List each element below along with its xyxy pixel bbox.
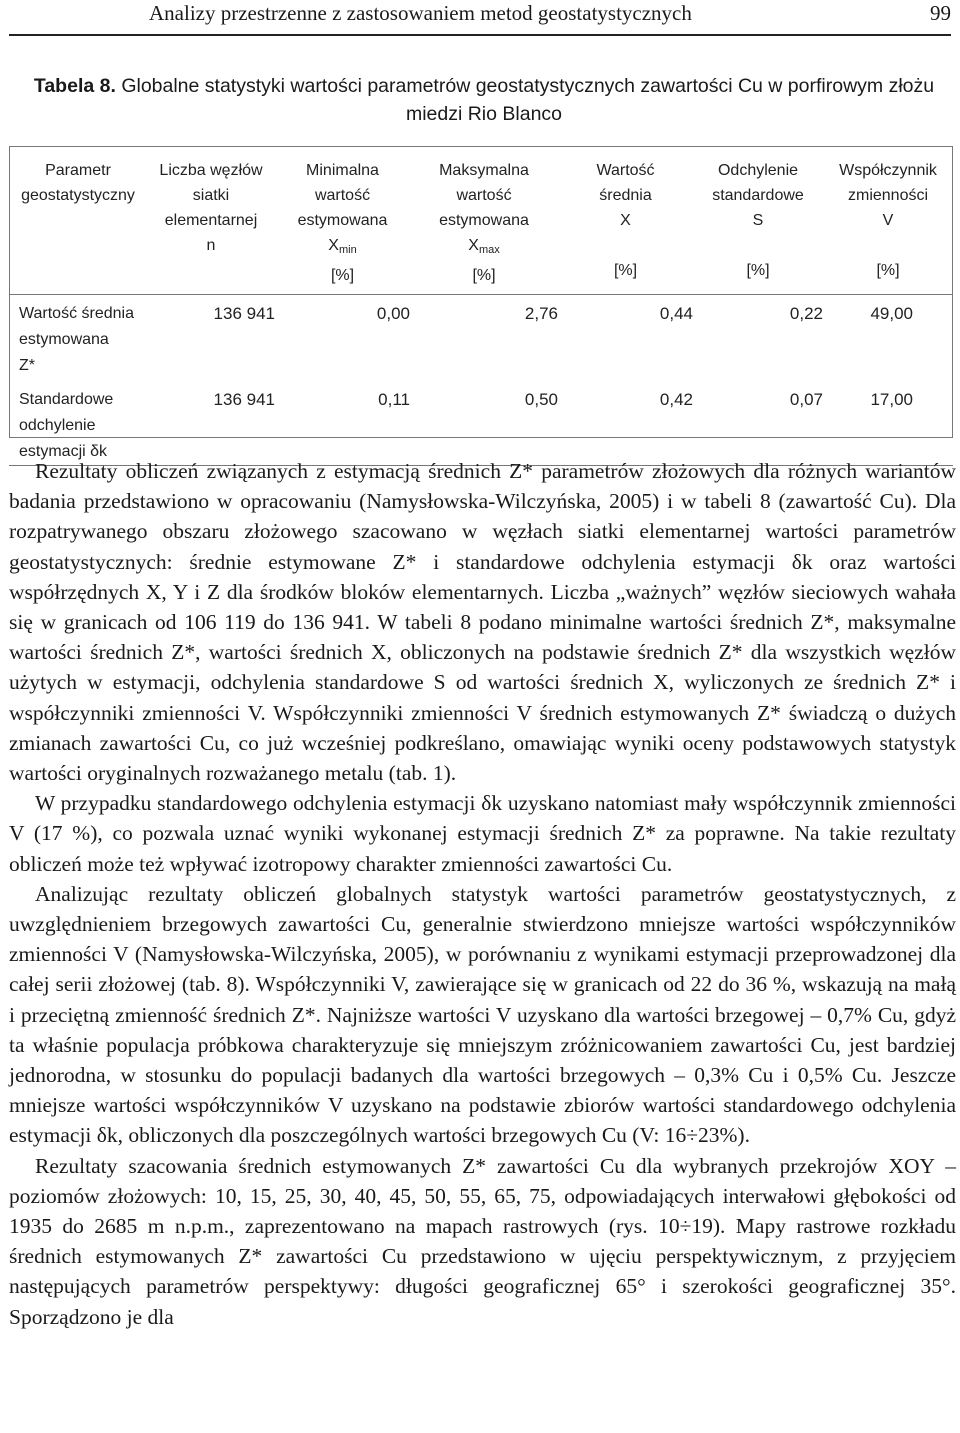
table-cell: 0,07 bbox=[693, 379, 823, 466]
row-label: Standardowe odchylenie estymacji δk bbox=[9, 379, 147, 466]
table-cell: 0,00 bbox=[376, 304, 410, 323]
table-cell: 49,00 bbox=[870, 304, 913, 323]
table-cell: 0,44 bbox=[659, 304, 693, 323]
header-xmin: $X_{min}$ bbox=[328, 237, 357, 256]
table-cell: 2,76 bbox=[524, 304, 558, 323]
paragraph: Analizując rezultaty obliczeń globalnych statystyk wartości parametrów geostatystycznych, z uwzględnieniem brzegowych zawartości Cu, generalnie stwierdzono mniejsze wartości współczynników zmienności V (Namysłowska-Wilczyńska, 2005), w porównaniu z wynikami estymacji przeprowadzonej dla całej serii złożowej (tab. 8). Współczynniki V, zawierające się w granicach od 22 do 36 %, wskazują na małą i przeciętną zmienność średnich Z*. Najniższe wartości V uzyskano dla wartości brzegowej – 0,7% Cu, gdyż ta właśnie populacja próbkowa charakteryzuje się mniejszym zróżnicowaniem zawartości Cu, jest bardziej jednorodna, w stosunku do populacji badanych dla wartości brzegowych – 0,3% Cu i 0,5% Cu. Jeszcze mniejsze wartości współczynników V uzyskano na podstawie zbiorów wartości standardowego odchylenia estymacji δk, obliczonych dla poszczególnych wartości brzegowych Cu (V: 16÷23%). bbox=[9, 881, 956, 1148]
table-cell: 0,11 bbox=[275, 379, 410, 466]
table-caption-label: Tabela 8. bbox=[33, 75, 116, 97]
table-caption bbox=[24, 72, 944, 128]
table-cell: 0,50 bbox=[410, 379, 558, 466]
header-xmax: $X_{max}$ bbox=[468, 237, 500, 256]
table-caption-text: Globalne statystyki wartości parametrów geostatystycznych zawartości Cu w porfirowym złożu miedzi Rio Blanco bbox=[121, 75, 935, 125]
running-header bbox=[9, 0, 951, 36]
table-row bbox=[9, 295, 953, 380]
table-row bbox=[9, 379, 953, 466]
header-wspolczynnik: Współczynnik zmienności V [%] bbox=[823, 146, 953, 295]
header-maksymalna: Maksymalna wartość estymowana $X_{max}$ [%] bbox=[410, 146, 558, 295]
table-cell: 0,22 bbox=[789, 304, 823, 323]
page-number: 99 bbox=[930, 1, 951, 25]
header-odchylenie: Odchylenie standardowe S [%] bbox=[693, 146, 823, 295]
table-cell: 136 941 bbox=[213, 304, 275, 323]
header-liczba-wezlow: Liczba węzłów siatki elementarnej n bbox=[147, 146, 275, 295]
table-header-row bbox=[9, 146, 953, 295]
paragraph: Rezultaty szacowania średnich estymowanych Z* zawartości Cu dla wybranych przekrojów XOY – poziomów złożowych: 10, 15, 25, 30, 40, 45, 50, 55, 65, 75, odpowiadających interwałowi głębokości od 1935 do 2685 m n.p.m., zaprezentowano na mapach rastrowych (rys. 10÷19). Mapy rastrowe rozkładu średnich estymowanych Z* zawartości Cu przedstawiono w ujęciu perspektywicznym, z przyjęciem następujących parametrów perspektywy: długości geograficznej 65° i szerokości geograficznej 35°. Sporządzono je dla bbox=[9, 1153, 956, 1329]
paragraph: Rezultaty obliczeń związanych z estymacją średnich Z* parametrów złożowych dla różnych wariantów badania przedstawiono w opracowaniu (Namysłowska-Wilczyńska, 2005) i w tabeli 8 (zawartość Cu). Dla rozpatrywanego obszaru złożowego szacowano w węzłach siatki elementarnej wartości parametrów geostatystycznych: średnie estymowane Z* i standardowe odchylenia estymacji δk oraz wartości współrzędnych X, Y i Z dla środków bloków elementarnych. Liczba „ważnych” węzłów sieciowych wahała się w granicach od 106 119 do 136 941. W tabeli 8 podano minimalne wartości średnich Z*, maksymalne wartości średnich Z*, wartości średnich X, obliczonych na podstawie średnich Z* dla wszystkich węzłów użytych w estymacji, odchylenia standardowe S od wartości średnich X, wyliczonych ze średnich Z* i współczynniki zmienności V. Współczynniki zmienności V średnich estymowanych Z* świadczą o dużych zmianach zawartości Cu, co już wcześniej podkreślano, omawiając wyniki oceny podstawowych statystyk wartości oryginalnych rozważanego metalu (tab. 1). bbox=[9, 459, 956, 786]
body-text bbox=[9, 456, 956, 1332]
header-minimalna: Minimalna wartość estymowana $X_{min}$ [%] bbox=[275, 146, 410, 295]
table-cell: 136 941 bbox=[147, 379, 275, 466]
header-wartosc-srednia: Wartość średnia X [%] bbox=[558, 146, 693, 295]
table-cell: 17,00 bbox=[823, 379, 953, 466]
header-parametr: Parametr geostatystyczny bbox=[9, 146, 147, 295]
statistics-table bbox=[9, 146, 953, 466]
row-label: Wartość średnia estymowana Z* bbox=[19, 305, 134, 374]
paragraph: W przypadku standardowego odchylenia estymacji δk uzyskano natomiast mały współczynnik zmienności V (17 %), co pozwala uznać wyniki wykonanej estymacji średnich Z* za poprawne. Na takie rezultaty obliczeń może też wpływać izotropowy charakter zmienności zawartości Cu. bbox=[9, 791, 956, 876]
table-cell: 0,42 bbox=[558, 379, 693, 466]
running-title: Analizy przestrzenne z zastosowaniem metod geostatystycznych bbox=[149, 1, 692, 25]
